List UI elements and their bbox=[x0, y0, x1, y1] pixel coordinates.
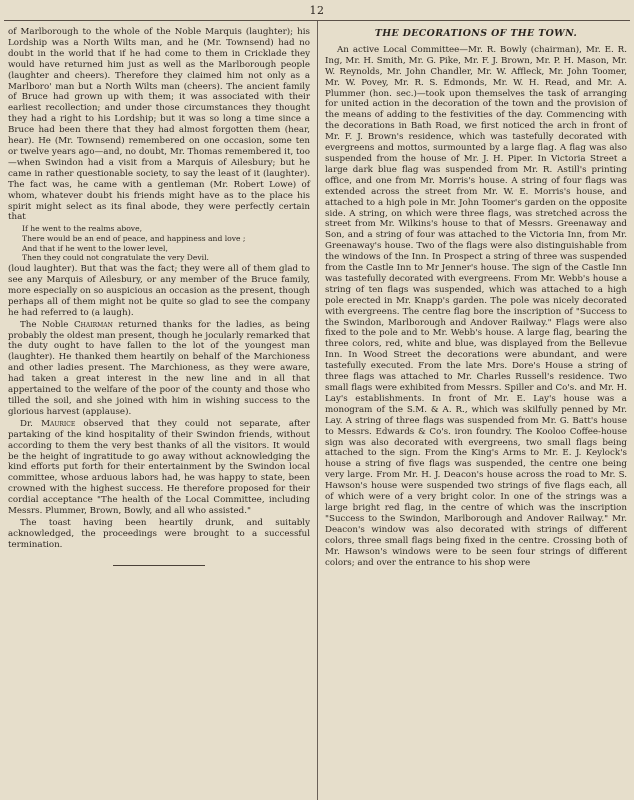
verse-line: And that if he went to the lower level, bbox=[22, 243, 168, 253]
paragraph-chairman-thanks bbox=[8, 320, 310, 418]
paragraph-decorations: An active Local Committee—Mr. R. Bowly (chairman), Mr. E. R. Ing, Mr. H. Smith, Mr. G. Pike, Mr. F. J. Brown, Mr. P. H. Mason, Mr. W. Reynolds, Mr. John Chandler, Mr. W. Affleck, Mr. John Toomer, Mr. W. Povey, Mr. R. S. Edmonds, Mr. W. H. Read, and Mr. A. Plummer (hon. sec.)—took upon themselves the task of arranging for united action in the decoration of the town and the provision of the means of adding to the festivities of the day. Commencing with the decorations in Bath Road, we first noticed the arch in front of Mr. F. J. Brown's residence, which was tastefully decorated with evergreens and mottos, surmounted by a large flag. A flag was also suspended from the house of Mr. J. H. Piper. In Victoria Street a large dark blue flag was suspended from Mr. R. Astill's printing office, and one from Mr. Morris's house. A string of four flags was extended across the street from Mr. W. E. Morris's house, and attached to a high pole in Mr. John Toomer's garden on the opposite side. A string, on which were three flags, was stretched across the street from Mr. Wilkins's house to that of Messrs. Greenaway and Son, and a string of four was attached to the Victoria Inn, from Mr. Greenaway's house. Two of the flags were also distinguishable from the windows of the Inn. In Prospect a string of three was suspended from the Castle Inn to Mr Jenner's house. The sign of the Castle Inn was tastefully decorated with evergreens. From Mr. Webb's house a string of ten flags was suspended, which was attached to a high pole erected in Mr. Knapp's garden. The pole was nicely decorated with evergreens. The centre flag bore the inscription of "Success to the Swindon, Marlborough and Andover Railway." Flags were also fixed to the pole and to Mr. Webb's house. A large flag, bearing the three colors, red, white and blue, was displayed from the Bellevue Inn. In Wood Street the decorations were abundant, and were tastefully executed. From the late Mrs. Dore's House a string of three flags was attached to Mr. Charles Russell's residence. Two small flags were exhibited from Messrs. Spiller and Co's. and Mr. H. Lay's establishments. In front of Mr. E. Lay's house was a monogram of the S.M. & A. R., which was skilfully penned by Mr. Lay. A string of three flags was suspended from Mr. G. Batt's house to Messrs. Edwards & Co's. iron foundry. The Kooloo Coffee-house sign was also decorated with evergreens, two small flags being attached to the sign. From the King's Arms to Mr. E. J. Keylock's house a string of five flags was suspended, the centre one being very large. From Mr. H. J. Deacon's house across the road to Mr. S. Hawson's house were suspended two strings of five flags each, all of which were of a very bright color. In one of the strings was a large bright red flag, in the centre of which was the inscription "Success to the Swindon, Marlborough and Andover Railway." Mr. Deacon's window was also decorated with strings of different colors, three small flags being fixed in the centre. Crossing both of Mr. Hawson's windows were to be seen four strings of different colors; and over the entrance to his shop were bbox=[325, 44, 627, 568]
paragraph-termination: The toast having been heartily drunk, and suitably acknowledged, the proceedings were brought to a successful termination. bbox=[8, 517, 310, 550]
maurice-text: observed that they could not separate, after partaking of the kind hospitality of their Swindon friends, without according to them the very best thanks of all the visitors. It would be the height of ingratitude to go away without acknowledging the kind efforts put forth for their entertainment by the Swindon local committee, whose arduous labors had, he was happy to state, been crowned with the highest success. He therefore proposed for their cordial acceptance "The health of the Local Committee, including Messrs. Plummer, Brown, Bowly, and all who assisted." bbox=[8, 418, 310, 517]
column-divider bbox=[317, 21, 318, 800]
maurice-prefix: Dr. bbox=[20, 418, 42, 429]
chairman-name: Chairman bbox=[74, 319, 113, 330]
maurice-name: Maurice bbox=[41, 418, 76, 429]
verse-line: There would be an end of peace, and happiness and love ; bbox=[22, 234, 246, 244]
left-column bbox=[8, 27, 310, 566]
section-end-rule bbox=[113, 565, 205, 566]
verse-line: Then they could not congratulate the very Devil. bbox=[22, 253, 209, 263]
page-number: 12 bbox=[309, 4, 325, 17]
chairman-text: returned thanks for the ladies, as being probably the oldest man present, though he jocularly remarked that the duty ought to have fallen to the lot of the youngest man (laughter). He thanked them heartily on behalf of the Marchioness and other ladies present. The Marchioness, as they were aware, had taken a great interest in the new line and in all that appertained to the welfare of the poor of the county and those who tilled the soil, and she joined with him in wishing success to the glorious harvest (applause). bbox=[8, 319, 310, 417]
chairman-prefix: The Noble bbox=[20, 319, 74, 330]
right-column bbox=[325, 27, 627, 568]
section-title: THE DECORATIONS OF THE TOWN. bbox=[374, 28, 578, 39]
verse-line: If he went to the realms above, bbox=[22, 224, 143, 234]
paragraph-maurice-toast bbox=[8, 419, 310, 517]
paragraph-loud-laughter: (loud laughter). But that was the fact; they were all of them glad to see any Marquis of Ailesbury, or any member of the Bruce family, more especially on so auspicious an occasion as the present, though perhaps all of them might not be quite so glad to see the company he had referred to (a laugh). bbox=[8, 264, 310, 318]
paragraph-townsend-speech: of Marlborough to the whole of the Noble Marquis (laughter); his Lordship was a North Wilts man, and he (Mr. Townsend) had no doubt in the world that if he had come to them in Cricklade they would have returned him just as well as the Marlborough people (laughter and cheers). Therefore they claimed him not only as a Marlboro' man but a North Wilts man (cheers). The ancient family of Bruce had grown up with them; it was associated with their earliest recollection; and under those circumstances they thought they had a right to his Lordship; but it was so long a time since a Bruce had been there that they had almost forgotten them (hear, hear). He (Mr. Townsend) remembered on one occasion, some ten or twelve years ago—and, no doubt, Mr. Thomas remembered it, too—when Swindon had a visit from a Marquis of Ailesbury; but he came in rather questionable society, to say the least of it (laughter). The fact was, he came with a gentleman (Mr. Robert Lowe) of whom, whatever doubt his friends might have as to the place his spirit might select as its final abode, they were perfectly certain that bbox=[8, 27, 310, 223]
verse-quote bbox=[22, 224, 310, 263]
